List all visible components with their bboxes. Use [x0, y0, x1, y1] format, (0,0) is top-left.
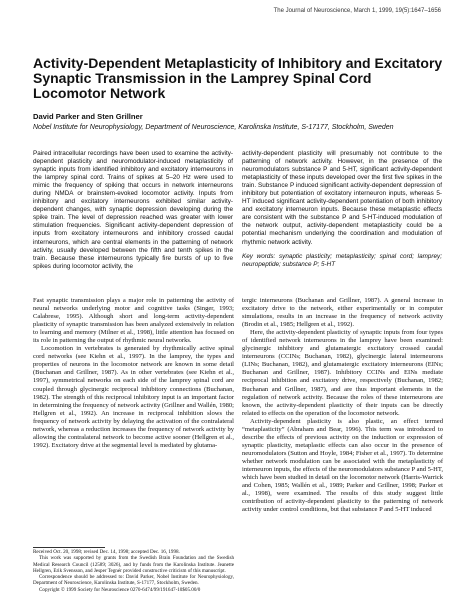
- abstract-right-column: [242, 150, 442, 269]
- authors: David Parker and Sten Grillner: [33, 112, 143, 121]
- footnotes: [33, 549, 234, 593]
- body-paragraph: Activity-dependent plasticity is also plastic, an effect termed “metaplasticity” (Abraham and Bear, 1996). This term was introduced to describe the effects of previous activity on the induction or expression of synaptic plasticity, metaplastic effects can also occur in the presence of neuromodulators (Sutton and Hoyle, 1984; Fisher et al., 1997). To determine whether network modulation can be associated with the metaplasticity of interneuron inputs, the effects of the neuromodulators substance P and 5-HT, which have been studied in detail on the locomotor network (Harris-Warrick and Cohen, 1985; Wallén et al., 1989; Parker and Grillner, 1998; Parker et al., 1998), were examined. The results of this study suggest little contribution of activity-dependent plasticity to the patterning of network activity under control conditions, but that substance P and 5-HT induced: [242, 417, 443, 514]
- body-paragraph: Here, the activity-dependent plasticity of synaptic inputs from four types of identified network interneurons in the lamprey have been examined: glycinergic inhibitory and glutamatergic excitatory crossed caudal interneurons (CCINs; Buchanan, 1982), glycinergic lateral interneurons (LINs; Buchanan, 1982), and glutamatergic excitatory interneurons (EINs; Buchanan and Grillner, 1987). Inhibitory CCINs and EINs mediate reciprocal inhibition and excitatory drive, respectively (Buchanan, 1982; Buchanan and Grillner, 1987), and are thus important elements in the regulation of network activity. Because the roles of these interneurons are known, the activity-dependent plasticity of their inputs can be directly related to effects on the operation of the locomotor network.: [242, 329, 443, 417]
- footnote-divider: [33, 547, 105, 548]
- keywords: Key words: synaptic plasticity; metaplasticity; spinal cord; lamprey; neuropeptide; substance P; 5-HT: [242, 252, 442, 268]
- affiliation: Nobel Institute for Neurophysiology, Department of Neuroscience, Karolinska Institute, S-17177, Stockholm, Sweden: [33, 124, 394, 131]
- running-head: The Journal of Neuroscience, March 1, 1999, 19(5):1647–1656: [273, 8, 441, 14]
- footnote-funding: This work was supported by grants from the Swedish Brain Foundation and the Swedish Medical Research Council (12589; 3026), and by funds from the Karolinska Institute. Jeanette Hellgren, Erik Svensson, and Jesper Tegnér provided constructive criticism of this manuscript.: [33, 555, 234, 574]
- abstract-left-column: Paired intracellular recordings have been used to examine the activity-dependent plasticity and neuromodulator-induced metaplasticity of synaptic inputs from identified inhibitory and excitatory interneurons in the lamprey spinal cord. Trains of spikes at 5–20 Hz were used to mimic the frequency of spiking that occurs in network interneurons during NMDA or brainstem-evoked locomotor activity. Inputs from inhibitory and excitatory interneurons exhibited similar activity-dependent changes, with synaptic depression developing during the spike train. The level of depression reached was greater with lower stimulation frequencies. Significant activity-dependent depression of inputs from excitatory interneurons and inhibitory crossed caudal interneurons, which are central elements in the patterning of network activity, usually developed between the fifth and tenth spikes in the train. Because these interneurons typically fire bursts of up to five spikes during locomotor activity, the: [33, 150, 233, 270]
- footnote-copyright: Copyright © 1999 Society for Neuroscience 0270-6474/99/191647-10$05.00/0: [39, 586, 201, 593]
- article-title: Activity-Dependent Metaplasticity of Inhibitory and Excitatory Synaptic Transmission in the Lamprey Spinal Cord Locomotor Network: [33, 55, 443, 101]
- body-right-column: [242, 297, 443, 514]
- body-paragraph: tergic interneurons (Buchanan and Grillner, 1987). A general increase in excitatory drive to the network, either experimentally or in computer simulations, results in an increase in the frequency of network activity (Brodin et al., 1985; Hellgren et al., 1992).: [242, 297, 443, 329]
- body-left-column: [33, 297, 234, 450]
- footnote-correspondence: Correspondence should be addressed to: David Parker, Nobel Institute for Neurophysiology, Department of Neuroscience, Karolinska Institute, S-17177, Stockholm, Sweden.: [33, 574, 234, 587]
- body-paragraph: Fast synaptic transmission plays a major role in patterning the activity of neural networks underlying motor and cognitive tasks (Singer, 1993; Calabrese, 1995). Although short and long-term activity-dependent plasticity of synaptic transmission has been analyzed extensively in relation to learning and memory (Milner et al., 1998), little attention has focused on its role in patterning the output of rhythmic neural networks.: [33, 297, 234, 345]
- body-paragraph: Locomotion in vertebrates is generated by rhythmically active spinal cord networks (see Kiehn et al., 1997). In the lamprey, the types and properties of neurons in the locomotor network are known in some detail (Buchanan and Grillner, 1987). As in other vertebrates (see Kiehn et al., 1997), symmetrical networks on each side of the lamprey spinal cord are coupled through glycinergic reciprocal inhibitory connections (Buchanan, 1982). The strength of this reciprocal inhibitory input is an important factor in determining the frequency of network activity (Grillner and Wallén, 1980; Hellgren et al., 1992). An increase in reciprocal inhibition slows the frequency of network activity by delaying the activation of the contralateral network, whereas a reduction increases the frequency of network activity by allowing the contralateral network to become active sooner (Hellgren et al., 1992). Excitatory drive at the segmental level is mediated by glutama-: [33, 345, 234, 449]
- footnote-received: Received Oct. 20, 1998; revised Dec. 14, 1998; accepted Dec. 16, 1998.: [33, 549, 180, 555]
- abstract-continuation: activity-dependent plasticity will presumably not contribute to the patterning of network activity. However, in the presence of the neuromodulators substance P and 5-HT, significant activity-dependent metaplasticity of these inputs developed over the first five spikes in the train. Substance P induced significant activity-dependent depression of inhibitory but potentiation of excitatory interneuron inputs, whereas 5-HT induced significant activity-dependent potentiation of both inhibitory and excitatory interneuron inputs. Because these metaplastic effects are consistent with the substance P and 5-HT-induced modulation of the network output, activity-dependent metaplasticity could be a potential mechanism underlying the coordination and modulation of rhythmic network activity.: [242, 150, 442, 246]
